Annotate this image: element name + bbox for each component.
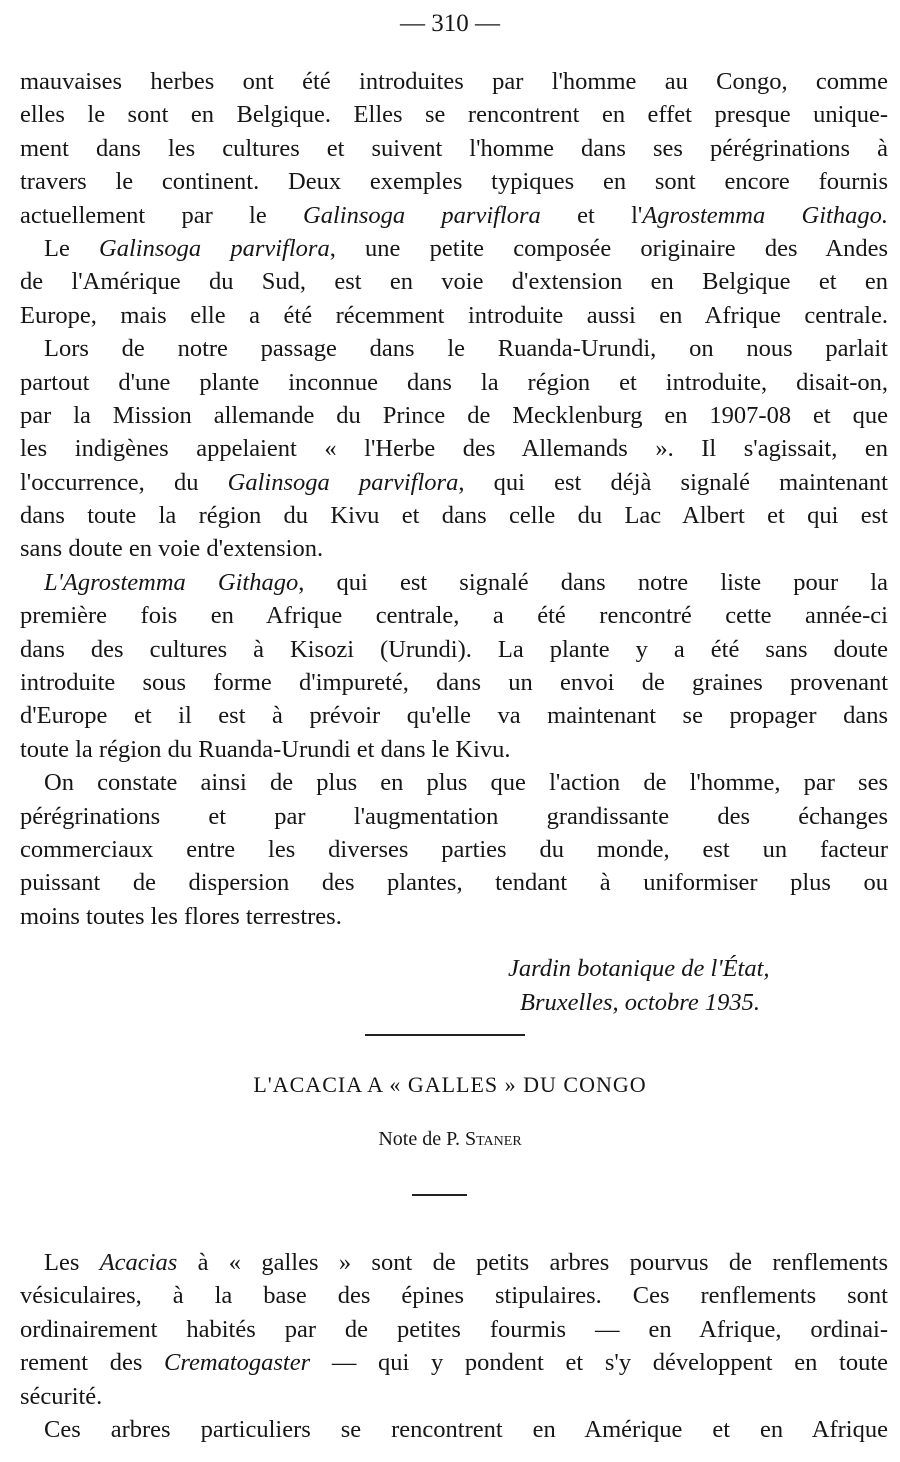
text-segment: d'Europe et il est à prévoir qu'elle va maintenant se propager dans: [20, 702, 888, 730]
italic-text: Acacias: [99, 1249, 178, 1276]
text-segment: On constate ainsi de plus en plus que l'action de l'homme, par ses: [44, 769, 888, 797]
text-line: [20, 733, 888, 766]
text-line: [20, 1279, 888, 1312]
text-segment: ment dans les cultures et suivent l'homme dans ses pérégrinations à: [20, 134, 888, 162]
text-line: [20, 766, 888, 799]
text-segment: sans doute en voie d'extension.: [20, 535, 324, 563]
text-segment: puissant de dispersion des plantes, tendant à uniformiser plus ou: [20, 869, 888, 897]
text-line: [20, 1346, 888, 1379]
italic-text: Galinsoga parviflora: [99, 234, 330, 262]
text-line: [20, 299, 888, 332]
text-segment: , qui est déjà signalé maintenant: [458, 468, 888, 496]
text-line: [20, 499, 888, 532]
text-segment: dans des cultures à Kisozi (Urundi). La plante y a été sans doute: [20, 635, 888, 663]
text-line: [20, 532, 888, 565]
text-segment: , qui est signalé dans notre liste pour la: [298, 568, 888, 596]
text-segment: travers le continent. Deux exemples typiques en sont encore fournis: [20, 168, 888, 196]
text-segment: Ces arbres particuliers se rencontrent en Amérique et en Afrique: [44, 1415, 888, 1443]
text-line: [20, 165, 888, 198]
page-number: — 310 —: [400, 10, 500, 37]
text-line: [20, 332, 888, 365]
text-segment: toute la région du Ruanda-Urundi et dans le Kivu.: [20, 735, 511, 763]
italic-text: Galinsoga parviflora: [227, 468, 459, 496]
text-line: [20, 399, 888, 432]
text-segment: pérégrinations et par l'augmentation grandissante des échanges: [20, 802, 888, 830]
text-line: [20, 566, 888, 599]
text-line: [20, 132, 888, 165]
text-segment: Le: [44, 234, 100, 262]
text-segment: Lors de notre passage dans le Ruanda-Urundi, on nous parlait: [44, 335, 888, 363]
divider-rule-short: [412, 1194, 467, 1196]
text-segment: par la Mission allemande du Prince de Mecklenburg en 1907-08 et que: [20, 401, 888, 429]
text-line: [20, 866, 888, 899]
italic-text: Crematogaster: [164, 1349, 311, 1377]
text-line: [20, 466, 888, 499]
text-line: [20, 199, 888, 232]
text-segment: actuellement par le: [20, 201, 304, 229]
text-segment: première fois en Afrique centrale, a été rencontré cette année-ci: [20, 602, 888, 630]
text-line: [20, 232, 888, 265]
text-segment: Europe, mais elle a été récemment introduite aussi en Afrique centrale.: [20, 301, 888, 329]
article-title: L'ACACIA A « GALLES » DU CONGO: [253, 1072, 647, 1097]
text-segment: partout d'une plante inconnue dans la région et introduite, disait-on,: [20, 368, 888, 396]
divider-rule: [365, 1034, 525, 1036]
text-line: [20, 900, 888, 933]
text-line: [20, 1380, 888, 1413]
text-segment: rement des: [20, 1349, 165, 1377]
text-line: [20, 633, 888, 666]
text-line: [20, 666, 888, 699]
body-text-article: [20, 1246, 888, 1446]
italic-text: L'Agrostemma Githago: [44, 568, 299, 596]
text-line: [20, 98, 888, 131]
article-byline: [0, 1128, 900, 1151]
text-line: [20, 1313, 888, 1346]
italic-text: Agrostemma Githago.: [642, 201, 888, 229]
text-segment: moins toutes les flores terrestres.: [20, 902, 342, 930]
text-segment: à « galles » sont de petits arbres pourvus de renflements: [177, 1249, 888, 1276]
text-segment: introduite sous forme d'impureté, dans un envoi de graines provenant: [20, 669, 888, 697]
body-text-section-1: [20, 65, 888, 933]
text-segment: vésiculaires, à la base des épines stipulaires. Ces renflements sont: [20, 1282, 888, 1310]
text-segment: , une petite composée originaire des Andes: [329, 234, 888, 262]
text-line: [20, 1246, 888, 1279]
text-line: [20, 833, 888, 866]
italic-text: Galinsoga parviflora: [303, 201, 541, 229]
text-line: [20, 366, 888, 399]
signature-line-2: Bruxelles, octobre 1935.: [520, 989, 760, 1016]
text-segment: commerciaux entre les diverses parties du monde, est un facteur: [20, 835, 888, 863]
byline-prefix: Note de P.: [378, 1128, 465, 1150]
text-segment: l'occurrence, du: [20, 468, 228, 496]
text-segment: Les: [44, 1249, 100, 1276]
text-segment: mauvaises herbes ont été introduites par l'homme au Congo, comme: [20, 68, 888, 95]
text-segment: de l'Amérique du Sud, est en voie d'extension en Belgique et en: [20, 268, 888, 296]
author-name: Staner: [465, 1128, 522, 1150]
text-line: [20, 265, 888, 298]
text-line: [20, 699, 888, 732]
text-line: [20, 1413, 888, 1446]
text-segment: dans toute la région du Kivu et dans celle du Lac Albert et qui est: [20, 502, 888, 530]
text-line: [20, 65, 888, 98]
text-segment: les indigènes appelaient « l'Herbe des Allemands ». Il s'agissait, en: [20, 435, 888, 463]
text-segment: et l': [540, 201, 643, 229]
text-line: [20, 599, 888, 632]
text-segment: — qui y pondent et s'y développent en toute: [310, 1349, 888, 1377]
text-line: [20, 432, 888, 465]
text-line: [20, 800, 888, 833]
text-segment: elles le sont en Belgique. Elles se rencontrent en effet presque unique-: [20, 101, 888, 129]
signature-line-1: Jardin botanique de l'État,: [508, 955, 770, 982]
text-segment: ordinairement habités par de petites fourmis — en Afrique, ordinai-: [20, 1315, 888, 1343]
text-segment: sécurité.: [20, 1382, 103, 1410]
